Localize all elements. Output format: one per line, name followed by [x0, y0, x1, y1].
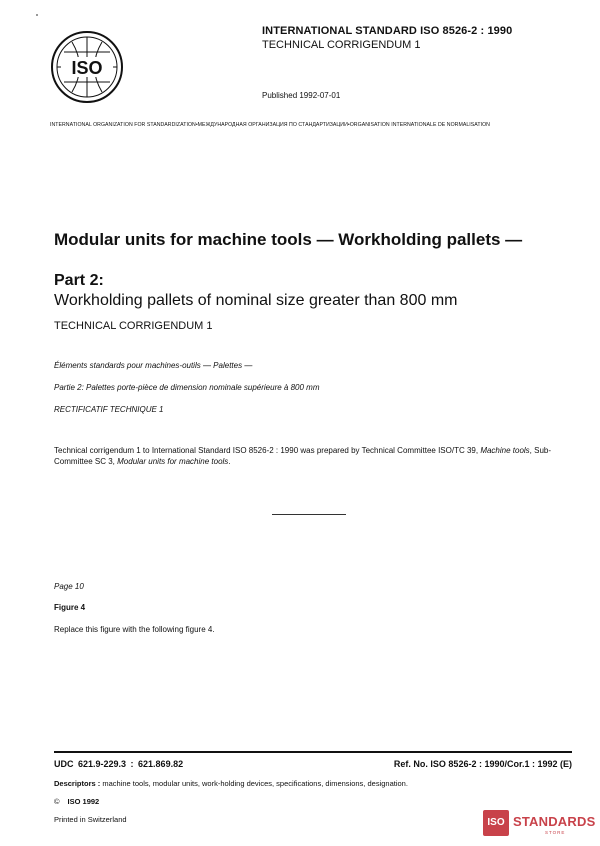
subcommittee-name: Modular units for machine tools: [117, 457, 229, 466]
page-reference: Page 10: [54, 582, 84, 591]
description-text: Technical corrigendum 1 to International Standard ISO 8526-2 : 1990 was prepared by Technical Committee ISO/TC 39,: [54, 446, 481, 455]
description-paragraph: [54, 445, 572, 467]
copyright-icon: ©: [54, 797, 60, 806]
replacement-instruction: Replace this figure with the following figure 4.: [54, 625, 215, 634]
description-end: .: [228, 457, 231, 466]
copyright: [54, 797, 99, 806]
printed-location: Printed in Switzerland: [54, 815, 127, 824]
footer-rule: [54, 751, 572, 753]
standard-title: INTERNATIONAL STANDARD ISO 8526-2 : 1990: [262, 25, 513, 37]
iso-logo: [50, 30, 124, 104]
committee-name: Machine tools: [480, 446, 530, 455]
french-title: Éléments standards pour machines-outils — Palettes —: [54, 361, 253, 370]
separator-line: [272, 514, 346, 515]
corrigendum-heading: TECHNICAL CORRIGENDUM 1: [54, 320, 213, 332]
descriptors: [54, 779, 408, 788]
iso-standards-store-watermark: [483, 810, 595, 840]
description-text-2: , Sub-Committee SC 3,: [54, 446, 552, 466]
organization-line: INTERNATIONAL ORGANIZATION FOR STANDARDIZATION•МЕЖДУНАРОДНАЯ ОРГАНИЗАЦИЯ ПО СТАНДАРТИЗАЦИИ•ORGANISATION INTERNATIONALE DE NORMALISATION: [50, 122, 490, 128]
standard-subtitle: TECHNICAL CORRIGENDUM 1: [262, 39, 421, 51]
watermark-store: STORE: [545, 830, 566, 835]
document-title: Modular units for machine tools — Workholding pallets —: [54, 230, 523, 249]
figure-reference: Figure 4: [54, 603, 86, 612]
published-date: Published 1992-07-01: [262, 91, 341, 100]
iso-logo-text: ISO: [71, 58, 103, 78]
descriptors-list: machine tools, modular units, work-holding devices, specifications, dimensions, designation.: [100, 779, 408, 788]
watermark-name: STANDARDS: [513, 814, 596, 829]
watermark-iso-text: ISO: [487, 817, 505, 828]
part-title: Workholding pallets of nominal size greater than 800 mm: [54, 292, 458, 309]
corner-mark: [36, 14, 38, 16]
reference-number: Ref. No. ISO 8526-2 : 1990/Cor.1 : 1992 (E): [393, 759, 572, 769]
descriptors-label: Descriptors :: [54, 779, 101, 788]
copyright-text: ISO 1992: [67, 797, 100, 806]
french-part-title: Partie 2: Palettes porte-pièce de dimension nominale supérieure à 800 mm: [54, 383, 320, 392]
udc-code: UDC 621.9-229.3 : 621.869.82: [54, 759, 184, 769]
part-label: Part 2:: [54, 272, 104, 289]
french-corrigendum: RECTIFICATIF TECHNIQUE 1: [54, 405, 164, 414]
